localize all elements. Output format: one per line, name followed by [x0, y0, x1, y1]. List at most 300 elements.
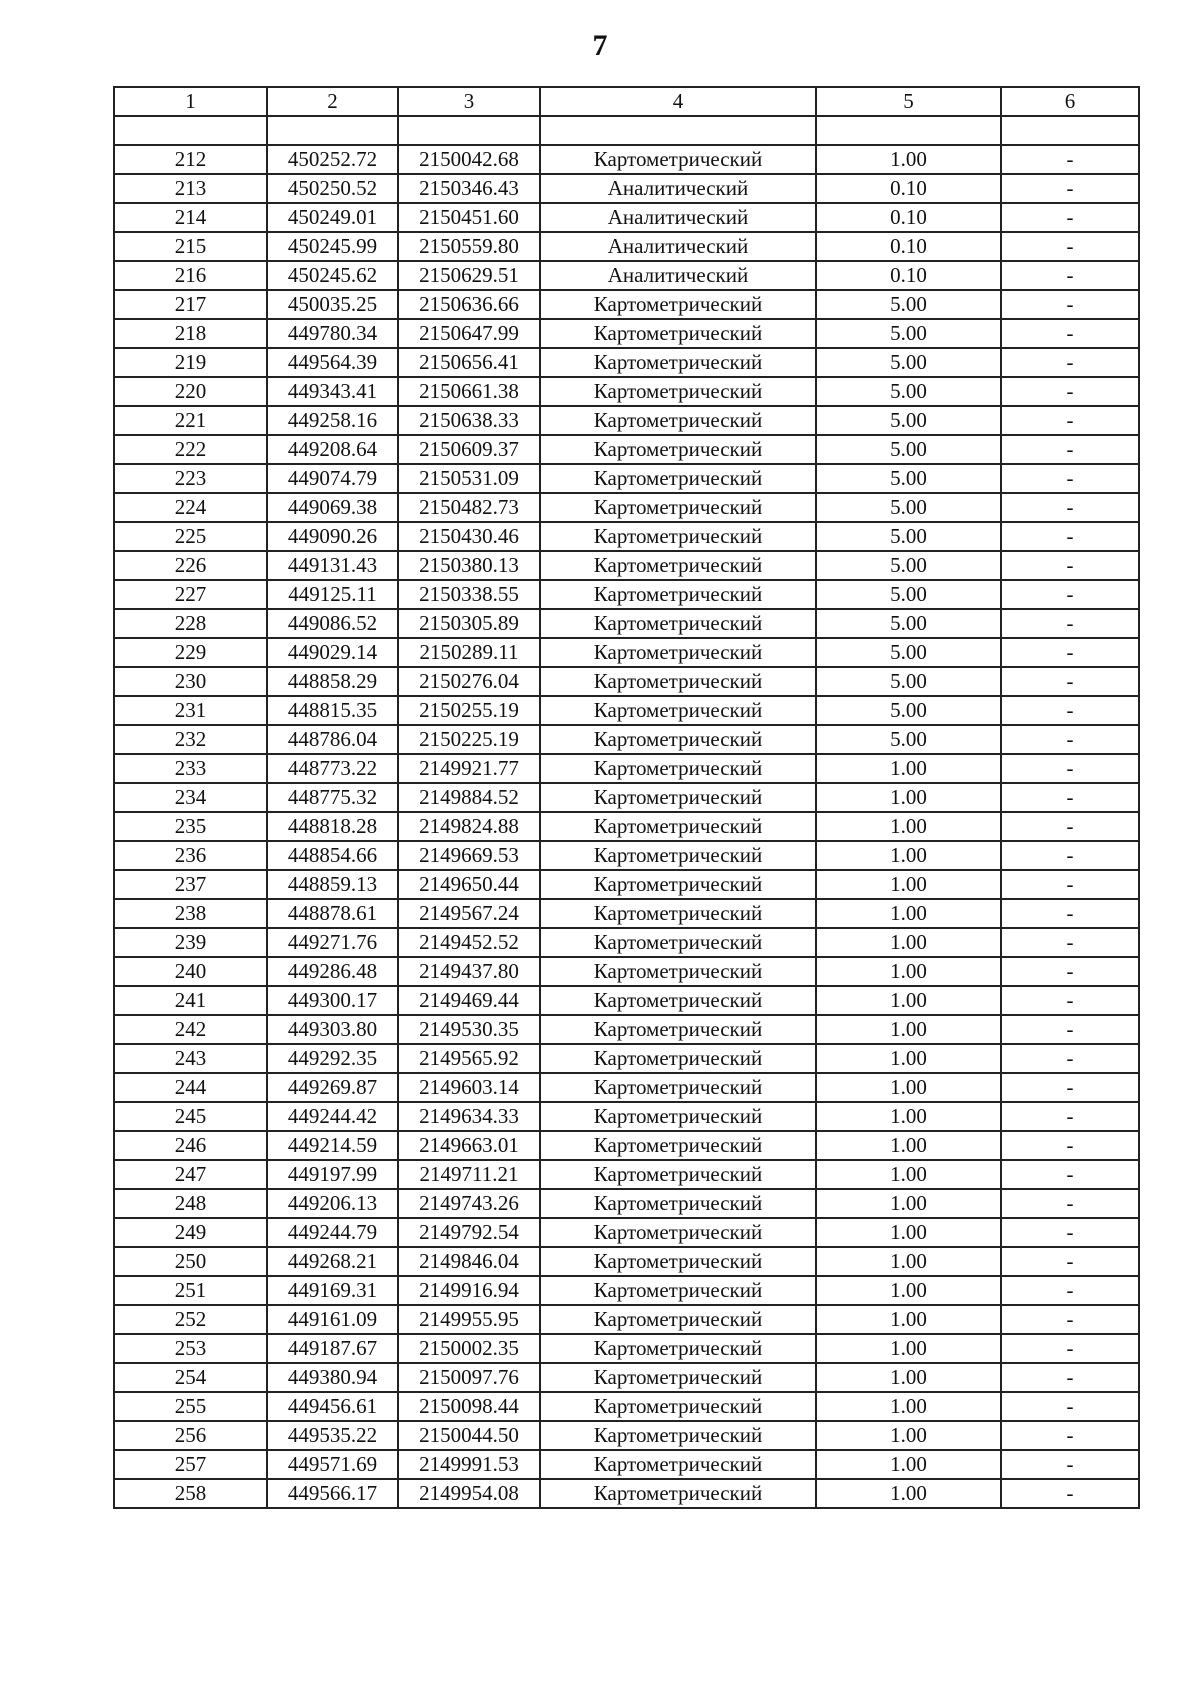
x-coordinate-cell: 449069.38	[267, 493, 398, 522]
accuracy-cell: 0.10	[816, 174, 1001, 203]
empty-cell	[267, 116, 398, 145]
y-coordinate-cell: 2150636.66	[398, 290, 540, 319]
method-cell: Картометрический	[540, 1218, 816, 1247]
method-cell: Картометрический	[540, 1392, 816, 1421]
y-coordinate-cell: 2150042.68	[398, 145, 540, 174]
x-coordinate-cell: 449244.79	[267, 1218, 398, 1247]
y-coordinate-cell: 2149469.44	[398, 986, 540, 1015]
accuracy-cell: 1.00	[816, 1450, 1001, 1479]
x-coordinate-cell: 449206.13	[267, 1189, 398, 1218]
table-row	[114, 377, 1139, 406]
accuracy-cell: 5.00	[816, 348, 1001, 377]
y-coordinate-cell: 2149921.77	[398, 754, 540, 783]
accuracy-cell: 1.00	[816, 1421, 1001, 1450]
point-number-cell: 225	[114, 522, 267, 551]
description-cell: -	[1001, 609, 1139, 638]
table-row	[114, 580, 1139, 609]
point-number-cell: 241	[114, 986, 267, 1015]
x-coordinate-cell: 450035.25	[267, 290, 398, 319]
description-cell: -	[1001, 638, 1139, 667]
x-coordinate-cell: 449571.69	[267, 1450, 398, 1479]
y-coordinate-cell: 2149567.24	[398, 899, 540, 928]
point-number-cell: 245	[114, 1102, 267, 1131]
y-coordinate-cell: 2149603.14	[398, 1073, 540, 1102]
point-number-cell: 242	[114, 1015, 267, 1044]
table-row	[114, 812, 1139, 841]
method-cell: Картометрический	[540, 1044, 816, 1073]
accuracy-cell: 1.00	[816, 1189, 1001, 1218]
table-row	[114, 406, 1139, 435]
method-cell: Картометрический	[540, 348, 816, 377]
table-row	[114, 899, 1139, 928]
accuracy-cell: 1.00	[816, 754, 1001, 783]
table-row	[114, 1160, 1139, 1189]
x-coordinate-cell: 448773.22	[267, 754, 398, 783]
point-number-cell: 222	[114, 435, 267, 464]
method-cell: Картометрический	[540, 1073, 816, 1102]
description-cell: -	[1001, 986, 1139, 1015]
y-coordinate-cell: 2149955.95	[398, 1305, 540, 1334]
method-cell: Аналитический	[540, 203, 816, 232]
y-coordinate-cell: 2150098.44	[398, 1392, 540, 1421]
table-row	[114, 261, 1139, 290]
x-coordinate-cell: 449169.31	[267, 1276, 398, 1305]
table-row	[114, 609, 1139, 638]
accuracy-cell: 5.00	[816, 377, 1001, 406]
method-cell: Картометрический	[540, 899, 816, 928]
accuracy-cell: 1.00	[816, 957, 1001, 986]
x-coordinate-cell: 448775.32	[267, 783, 398, 812]
table-row	[114, 1015, 1139, 1044]
x-coordinate-cell: 449029.14	[267, 638, 398, 667]
description-cell: -	[1001, 174, 1139, 203]
method-cell: Картометрический	[540, 580, 816, 609]
table-row	[114, 1479, 1139, 1508]
point-number-cell: 253	[114, 1334, 267, 1363]
description-cell: -	[1001, 551, 1139, 580]
table-row	[114, 1189, 1139, 1218]
accuracy-cell: 1.00	[816, 1044, 1001, 1073]
x-coordinate-cell: 449208.64	[267, 435, 398, 464]
table-row	[114, 957, 1139, 986]
description-cell: -	[1001, 1160, 1139, 1189]
method-cell: Картометрический	[540, 1334, 816, 1363]
description-cell: -	[1001, 754, 1139, 783]
table-row	[114, 1334, 1139, 1363]
point-number-cell: 217	[114, 290, 267, 319]
accuracy-cell: 5.00	[816, 435, 1001, 464]
y-coordinate-cell: 2150002.35	[398, 1334, 540, 1363]
description-cell: -	[1001, 899, 1139, 928]
coordinates-table	[113, 86, 1140, 1509]
x-coordinate-cell: 449131.43	[267, 551, 398, 580]
point-number-cell: 234	[114, 783, 267, 812]
table-row	[114, 638, 1139, 667]
x-coordinate-cell: 449268.21	[267, 1247, 398, 1276]
y-coordinate-cell: 2150255.19	[398, 696, 540, 725]
point-number-cell: 224	[114, 493, 267, 522]
x-coordinate-cell: 449269.87	[267, 1073, 398, 1102]
y-coordinate-cell: 2149669.53	[398, 841, 540, 870]
x-coordinate-cell: 449300.17	[267, 986, 398, 1015]
accuracy-cell: 5.00	[816, 725, 1001, 754]
y-coordinate-cell: 2150482.73	[398, 493, 540, 522]
accuracy-cell: 1.00	[816, 1218, 1001, 1247]
y-coordinate-cell: 2150531.09	[398, 464, 540, 493]
y-coordinate-cell: 2149743.26	[398, 1189, 540, 1218]
column-header-1: 1	[114, 87, 267, 116]
method-cell: Картометрический	[540, 1479, 816, 1508]
accuracy-cell: 5.00	[816, 290, 1001, 319]
method-cell: Картометрический	[540, 290, 816, 319]
x-coordinate-cell: 449214.59	[267, 1131, 398, 1160]
description-cell: -	[1001, 348, 1139, 377]
table-row	[114, 1392, 1139, 1421]
method-cell: Картометрический	[540, 1189, 816, 1218]
point-number-cell: 218	[114, 319, 267, 348]
method-cell: Картометрический	[540, 667, 816, 696]
point-number-cell: 255	[114, 1392, 267, 1421]
description-cell: -	[1001, 1189, 1139, 1218]
point-number-cell: 233	[114, 754, 267, 783]
y-coordinate-cell: 2150629.51	[398, 261, 540, 290]
point-number-cell: 243	[114, 1044, 267, 1073]
method-cell: Картометрический	[540, 957, 816, 986]
point-number-cell: 244	[114, 1073, 267, 1102]
accuracy-cell: 1.00	[816, 812, 1001, 841]
table-row	[114, 986, 1139, 1015]
y-coordinate-cell: 2149565.92	[398, 1044, 540, 1073]
accuracy-cell: 5.00	[816, 580, 1001, 609]
point-number-cell: 258	[114, 1479, 267, 1508]
method-cell: Картометрический	[540, 986, 816, 1015]
accuracy-cell: 1.00	[816, 928, 1001, 957]
description-cell: -	[1001, 1102, 1139, 1131]
accuracy-cell: 1.00	[816, 986, 1001, 1015]
x-coordinate-cell: 449271.76	[267, 928, 398, 957]
table-row	[114, 522, 1139, 551]
empty-cell	[114, 116, 267, 145]
page-number: 7	[592, 29, 608, 62]
table-row	[114, 1073, 1139, 1102]
method-cell: Аналитический	[540, 232, 816, 261]
y-coordinate-cell: 2150638.33	[398, 406, 540, 435]
description-cell: -	[1001, 725, 1139, 754]
accuracy-cell: 5.00	[816, 609, 1001, 638]
y-coordinate-cell: 2150289.11	[398, 638, 540, 667]
x-coordinate-cell: 449258.16	[267, 406, 398, 435]
point-number-cell: 215	[114, 232, 267, 261]
table-row	[114, 1276, 1139, 1305]
description-cell: -	[1001, 667, 1139, 696]
description-cell: -	[1001, 203, 1139, 232]
point-number-cell: 239	[114, 928, 267, 957]
y-coordinate-cell: 2150225.19	[398, 725, 540, 754]
description-cell: -	[1001, 1450, 1139, 1479]
description-cell: -	[1001, 261, 1139, 290]
table-row	[114, 667, 1139, 696]
x-coordinate-cell: 449086.52	[267, 609, 398, 638]
table-row	[114, 928, 1139, 957]
method-cell: Картометрический	[540, 145, 816, 174]
empty-cell	[1001, 116, 1139, 145]
method-cell: Картометрический	[540, 551, 816, 580]
empty-cell	[816, 116, 1001, 145]
accuracy-cell: 5.00	[816, 551, 1001, 580]
accuracy-cell: 5.00	[816, 406, 1001, 435]
table-row	[114, 1450, 1139, 1479]
description-cell: -	[1001, 435, 1139, 464]
description-cell: -	[1001, 290, 1139, 319]
accuracy-cell: 1.00	[816, 870, 1001, 899]
x-coordinate-cell: 448859.13	[267, 870, 398, 899]
method-cell: Картометрический	[540, 725, 816, 754]
description-cell: -	[1001, 783, 1139, 812]
accuracy-cell: 1.00	[816, 1073, 1001, 1102]
x-coordinate-cell: 448878.61	[267, 899, 398, 928]
point-number-cell: 232	[114, 725, 267, 754]
column-header-2: 2	[267, 87, 398, 116]
column-header-3: 3	[398, 87, 540, 116]
description-cell: -	[1001, 1363, 1139, 1392]
description-cell: -	[1001, 1479, 1139, 1508]
table-row	[114, 319, 1139, 348]
accuracy-cell: 5.00	[816, 493, 1001, 522]
y-coordinate-cell: 2149530.35	[398, 1015, 540, 1044]
y-coordinate-cell: 2149824.88	[398, 812, 540, 841]
description-cell: -	[1001, 1044, 1139, 1073]
point-number-cell: 216	[114, 261, 267, 290]
description-cell: -	[1001, 232, 1139, 261]
point-number-cell: 229	[114, 638, 267, 667]
table-row	[114, 493, 1139, 522]
description-cell: -	[1001, 1218, 1139, 1247]
accuracy-cell: 1.00	[816, 1479, 1001, 1508]
table-row	[114, 841, 1139, 870]
method-cell: Аналитический	[540, 174, 816, 203]
accuracy-cell: 1.00	[816, 899, 1001, 928]
description-cell: -	[1001, 1392, 1139, 1421]
description-cell: -	[1001, 319, 1139, 348]
y-coordinate-cell: 2149711.21	[398, 1160, 540, 1189]
x-coordinate-cell: 449780.34	[267, 319, 398, 348]
column-header-5: 5	[816, 87, 1001, 116]
column-header-4: 4	[540, 87, 816, 116]
point-number-cell: 223	[114, 464, 267, 493]
description-cell: -	[1001, 1015, 1139, 1044]
table-row	[114, 725, 1139, 754]
y-coordinate-cell: 2149452.52	[398, 928, 540, 957]
point-number-cell: 250	[114, 1247, 267, 1276]
table-row	[114, 290, 1139, 319]
point-number-cell: 220	[114, 377, 267, 406]
accuracy-cell: 1.00	[816, 1363, 1001, 1392]
table-row	[114, 348, 1139, 377]
table-row	[114, 1421, 1139, 1450]
x-coordinate-cell: 449456.61	[267, 1392, 398, 1421]
y-coordinate-cell: 2150451.60	[398, 203, 540, 232]
accuracy-cell: 1.00	[816, 1247, 1001, 1276]
x-coordinate-cell: 449564.39	[267, 348, 398, 377]
accuracy-cell: 5.00	[816, 638, 1001, 667]
description-cell: -	[1001, 1421, 1139, 1450]
method-cell: Картометрический	[540, 1276, 816, 1305]
method-cell: Картометрический	[540, 1015, 816, 1044]
y-coordinate-cell: 2150559.80	[398, 232, 540, 261]
x-coordinate-cell: 449303.80	[267, 1015, 398, 1044]
x-coordinate-cell: 448854.66	[267, 841, 398, 870]
point-number-cell: 236	[114, 841, 267, 870]
y-coordinate-cell: 2149846.04	[398, 1247, 540, 1276]
point-number-cell: 221	[114, 406, 267, 435]
empty-cell	[540, 116, 816, 145]
table-row	[114, 1102, 1139, 1131]
description-cell: -	[1001, 522, 1139, 551]
table-row	[114, 232, 1139, 261]
accuracy-cell: 1.00	[816, 1015, 1001, 1044]
point-number-cell: 214	[114, 203, 267, 232]
table-body	[114, 116, 1139, 1508]
method-cell: Картометрический	[540, 1421, 816, 1450]
method-cell: Картометрический	[540, 1160, 816, 1189]
method-cell: Картометрический	[540, 1450, 816, 1479]
accuracy-cell: 5.00	[816, 319, 1001, 348]
y-coordinate-cell: 2150661.38	[398, 377, 540, 406]
description-cell: -	[1001, 812, 1139, 841]
column-header-6: 6	[1001, 87, 1139, 116]
method-cell: Аналитический	[540, 261, 816, 290]
point-number-cell: 249	[114, 1218, 267, 1247]
accuracy-cell: 1.00	[816, 1392, 1001, 1421]
point-number-cell: 212	[114, 145, 267, 174]
description-cell: -	[1001, 957, 1139, 986]
table-row	[114, 1247, 1139, 1276]
description-cell: -	[1001, 841, 1139, 870]
table-row	[114, 203, 1139, 232]
point-number-cell: 256	[114, 1421, 267, 1450]
description-cell: -	[1001, 1247, 1139, 1276]
accuracy-cell: 5.00	[816, 696, 1001, 725]
point-number-cell: 219	[114, 348, 267, 377]
point-number-cell: 228	[114, 609, 267, 638]
point-number-cell: 226	[114, 551, 267, 580]
table-row	[114, 145, 1139, 174]
accuracy-cell: 5.00	[816, 667, 1001, 696]
x-coordinate-cell: 449343.41	[267, 377, 398, 406]
point-number-cell: 227	[114, 580, 267, 609]
point-number-cell: 257	[114, 1450, 267, 1479]
x-coordinate-cell: 449161.09	[267, 1305, 398, 1334]
description-cell: -	[1001, 696, 1139, 725]
accuracy-cell: 0.10	[816, 232, 1001, 261]
point-number-cell: 231	[114, 696, 267, 725]
description-cell: -	[1001, 1131, 1139, 1160]
method-cell: Картометрический	[540, 435, 816, 464]
accuracy-cell: 1.00	[816, 783, 1001, 812]
method-cell: Картометрический	[540, 841, 816, 870]
y-coordinate-cell: 2149792.54	[398, 1218, 540, 1247]
point-number-cell: 235	[114, 812, 267, 841]
y-coordinate-cell: 2150305.89	[398, 609, 540, 638]
empty-row	[114, 116, 1139, 145]
table-row	[114, 1218, 1139, 1247]
y-coordinate-cell: 2150656.41	[398, 348, 540, 377]
x-coordinate-cell: 449074.79	[267, 464, 398, 493]
y-coordinate-cell: 2150430.46	[398, 522, 540, 551]
point-number-cell: 252	[114, 1305, 267, 1334]
method-cell: Картометрический	[540, 1305, 816, 1334]
table-row	[114, 1044, 1139, 1073]
empty-cell	[398, 116, 540, 145]
y-coordinate-cell: 2149663.01	[398, 1131, 540, 1160]
point-number-cell: 230	[114, 667, 267, 696]
x-coordinate-cell: 449090.26	[267, 522, 398, 551]
method-cell: Картометрический	[540, 783, 816, 812]
x-coordinate-cell: 449566.17	[267, 1479, 398, 1508]
x-coordinate-cell: 448858.29	[267, 667, 398, 696]
method-cell: Картометрический	[540, 609, 816, 638]
method-cell: Картометрический	[540, 1247, 816, 1276]
accuracy-cell: 1.00	[816, 841, 1001, 870]
description-cell: -	[1001, 580, 1139, 609]
y-coordinate-cell: 2149916.94	[398, 1276, 540, 1305]
description-cell: -	[1001, 1334, 1139, 1363]
x-coordinate-cell: 450245.99	[267, 232, 398, 261]
header-row	[114, 87, 1139, 116]
description-cell: -	[1001, 1305, 1139, 1334]
x-coordinate-cell: 449125.11	[267, 580, 398, 609]
table-row	[114, 551, 1139, 580]
point-number-cell: 237	[114, 870, 267, 899]
table-header	[114, 87, 1139, 116]
x-coordinate-cell: 449286.48	[267, 957, 398, 986]
description-cell: -	[1001, 493, 1139, 522]
description-cell: -	[1001, 870, 1139, 899]
y-coordinate-cell: 2150097.76	[398, 1363, 540, 1392]
point-number-cell: 240	[114, 957, 267, 986]
method-cell: Картометрический	[540, 522, 816, 551]
point-number-cell: 247	[114, 1160, 267, 1189]
method-cell: Картометрический	[540, 1102, 816, 1131]
table-row	[114, 435, 1139, 464]
description-cell: -	[1001, 377, 1139, 406]
method-cell: Картометрический	[540, 406, 816, 435]
method-cell: Картометрический	[540, 870, 816, 899]
x-coordinate-cell: 448786.04	[267, 725, 398, 754]
x-coordinate-cell: 450250.52	[267, 174, 398, 203]
table-row	[114, 696, 1139, 725]
description-cell: -	[1001, 1276, 1139, 1305]
table-row	[114, 1305, 1139, 1334]
x-coordinate-cell: 449292.35	[267, 1044, 398, 1073]
accuracy-cell: 1.00	[816, 1305, 1001, 1334]
x-coordinate-cell: 450249.01	[267, 203, 398, 232]
x-coordinate-cell: 448815.35	[267, 696, 398, 725]
accuracy-cell: 5.00	[816, 464, 1001, 493]
y-coordinate-cell: 2149954.08	[398, 1479, 540, 1508]
y-coordinate-cell: 2150346.43	[398, 174, 540, 203]
table-row	[114, 870, 1139, 899]
x-coordinate-cell: 449197.99	[267, 1160, 398, 1189]
accuracy-cell: 1.00	[816, 1160, 1001, 1189]
y-coordinate-cell: 2149991.53	[398, 1450, 540, 1479]
method-cell: Картометрический	[540, 812, 816, 841]
method-cell: Картометрический	[540, 928, 816, 957]
x-coordinate-cell: 450252.72	[267, 145, 398, 174]
accuracy-cell: 0.10	[816, 203, 1001, 232]
method-cell: Картометрический	[540, 638, 816, 667]
table-row	[114, 783, 1139, 812]
